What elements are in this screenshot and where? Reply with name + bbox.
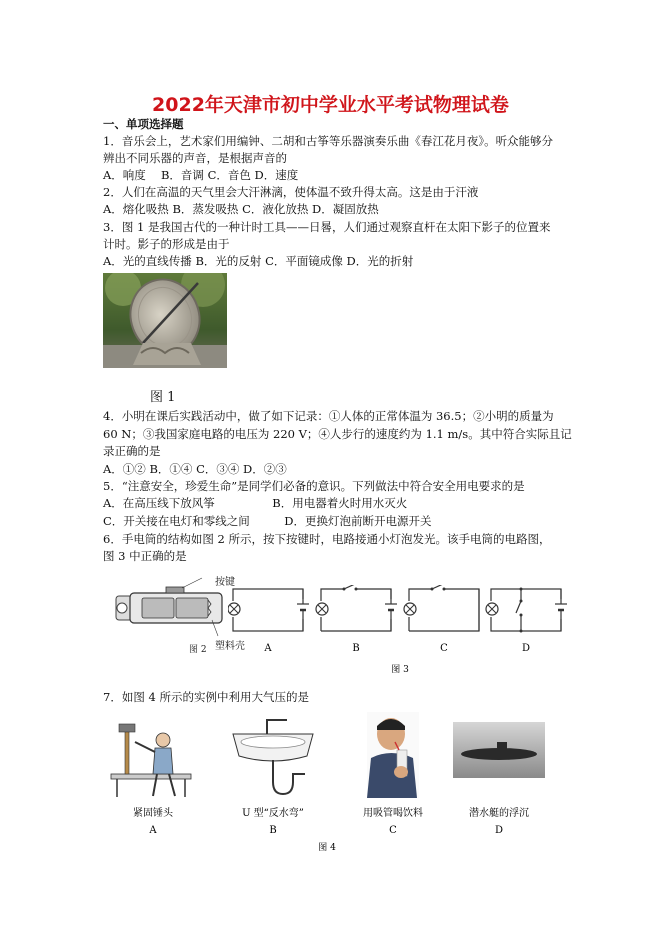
fig3-caption: 图 3 <box>391 665 409 675</box>
fig4-label-b: U 型“反水弯” <box>242 808 304 819</box>
button-label: 按键 <box>215 577 235 588</box>
q2-options: A．熔化吸热 B．蒸发吸热 C．液化放热 D．凝固放热 <box>103 202 379 216</box>
fig4-label-a: 紧固锤头 <box>133 808 173 819</box>
sink-trap-illustration <box>233 720 313 836</box>
fig4-caption: 图 4 <box>318 843 336 853</box>
q1-line2: 辨出不同乐器的声音，是根据声音的 <box>103 151 287 165</box>
sundial-photo <box>103 273 227 368</box>
fig4-label-c: 用吸管喝饮料 <box>363 808 423 819</box>
q5-line1: 5．“注意安全，珍爱生命”是同学们必备的意识。下列做法中符合安全用电要求的是 <box>103 479 525 493</box>
q3-line2: 计时。影子的形成是由于 <box>103 237 230 251</box>
q6-line2: 图 3 中正确的是 <box>103 549 187 563</box>
circuit-diagrams <box>228 585 568 677</box>
q4-options: A．①② B．①④ C．③④ D．②③ <box>103 462 287 476</box>
q5-options-ab: A．在高压线下放风筝 B．用电器着火时用水灭火 <box>103 496 408 510</box>
submarine-photo <box>453 722 545 836</box>
option-a-label: A <box>264 643 272 654</box>
boy-drinking-photo <box>363 712 423 836</box>
circuit-c <box>404 585 479 654</box>
circuit-d <box>486 588 567 655</box>
option-c-label: C <box>440 643 448 654</box>
circuit-a <box>228 589 309 654</box>
q3-line1: 3．图 1 是我国古代的一种计时工具——日晷，人们通过观察直杆在太阳下影子的位置来 <box>103 220 551 234</box>
q2-line1: 2．人们在高温的天气里会大汗淋漓，使体温不致升得太高。这是由于汗液 <box>103 185 479 199</box>
q4-line1: 4．小明在课后实践活动中，做了如下记录：①人体的正常体温为 36.5；②小明的质量为 <box>103 409 554 423</box>
fig4-option-d: D <box>494 825 504 836</box>
q6-line1: 6．手电筒的结构如图 2 所示，按下按键时，电路接通小灯泡发光。该手电筒的电路图， <box>103 532 551 546</box>
fig4-option-b: B <box>269 825 277 836</box>
fig4-label-d: 潜水艇的浮沉 <box>469 808 529 819</box>
shell-label: 塑料壳 <box>215 641 245 652</box>
hammer-bench-illustration <box>111 724 191 836</box>
flashlight-diagram <box>108 570 230 656</box>
fig4-examples <box>105 712 565 854</box>
q1-options: A．响度 B．音调 C．音色 D．速度 <box>103 168 299 182</box>
fig4-option-a: A <box>149 825 157 836</box>
fig1-caption: 图 1 <box>150 390 176 405</box>
option-b-label: B <box>352 643 360 654</box>
section-heading: 一、单项选择题 <box>103 117 184 131</box>
fig4-option-c: C <box>389 825 397 836</box>
q4-line2: 60 N；③我国家庭电路的电压为 220 V；④人步行的速度约为 1.1 m/s。其中符合实际且记 <box>103 427 572 441</box>
q4-line3: 录正确的是 <box>103 444 161 458</box>
q3-options: A．光的直线传播 B．光的反射 C．平面镜成像 D．光的折射 <box>103 254 414 268</box>
option-d-label: D <box>521 643 531 654</box>
q5-options-cd: C．开关接在电灯和零线之间 D．更换灯泡前断开电源开关 <box>103 514 432 528</box>
fig2-caption: 图 2 <box>189 645 207 655</box>
q1-line1: 1．音乐会上，艺术家们用编钟、二胡和古筝等乐器演奏乐曲《春江花月夜》。听众能够分 <box>103 134 554 148</box>
q7-line1: 7．如图 4 所示的实例中利用大气压的是 <box>103 690 309 704</box>
page-title: 2022年天津市初中学业水平考试物理试卷 <box>152 94 509 116</box>
circuit-b <box>316 585 397 654</box>
